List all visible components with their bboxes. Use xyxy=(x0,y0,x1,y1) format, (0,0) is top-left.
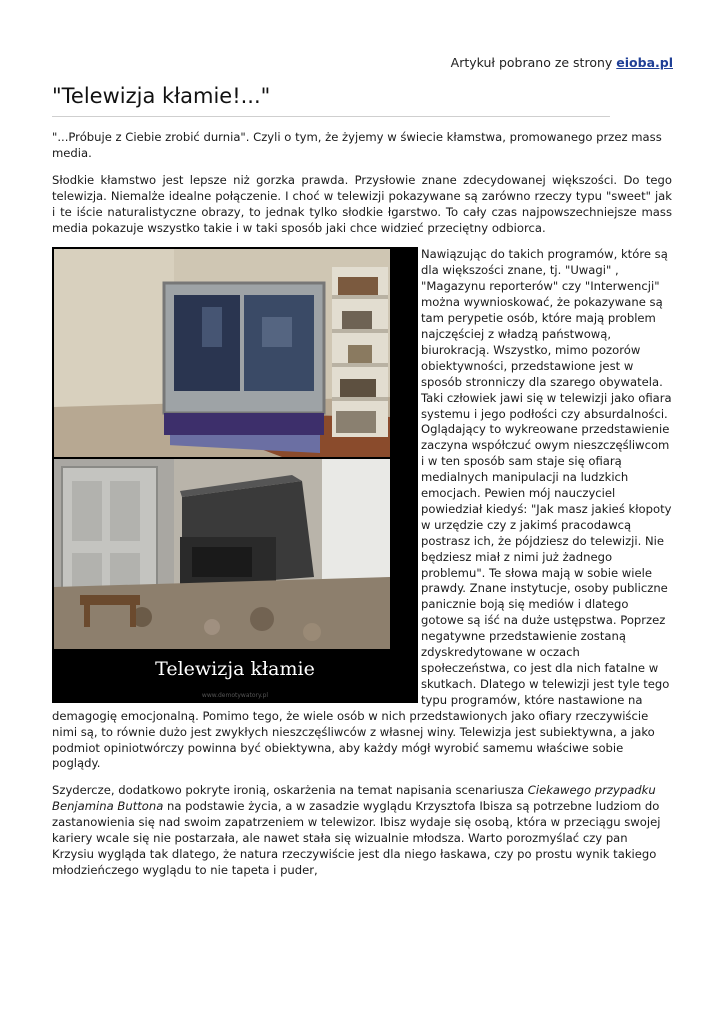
source-line xyxy=(451,55,673,70)
paragraph-2: Nawiązując do takich programów, które są dla większości znane, tj. "Uwagi" , "Magazynu reporterów" czy "Interwencji" można wywnioskować, że pokazywane są tam perypetie osób, które mają problem najczęściej z władzą państwową, biurokracją. Wszystko, mimo pozorów obiektywności, przedstawione jest w sposób stronniczy dla szarego obywatela. Taki człowiek jawi się w telewizji jako ofiara systemu i jego podłości czy absurdalności. Oglądający to wykreowane przedstawienie zaczyna współczuć owym nieszczęśliwcom i w ten sposób sam staje się ofiarą medialnych manipulacji na ludzkich emocjach. Pewien mój nauczyciel powiedział kiedyś: "Jak masz jakieś kłopoty w urzędzie czy z jakimś pracodawcą postrasz ich, że pójdziesz do telewizji. Nie będziesz miał z nimi już żadnego problemu". Te słowa mają w sobie wiele prawdy. Znane instytucje, osoby publiczne panicznie boją się mediów i dlatego gotowe są iść na duże ustępstwa. Poprzez negatywne przedstawienie zostaną zdyskredytowane w oczach społeczeństwa, co jest dla nich fatalne w skutkach. Dlatego w telewizji jest tyle tego typu programów, które nastawione na demagogię emocjonalną. Pomimo tego, że wiele osób w nich przedstawionych jako ofiary rzeczywiście nimi są, to równie dużo jest zwykłych nieszczęśliwców z własnej winy. Telewizja jest subiektywna, a jako podmiot opiniotwórczy powinna być obiektywna, aby każdy mógł wyrobić samemu właściwe sobie poglądy. xyxy=(52,247,672,771)
movie-title: Ciekawego przypadku Benjamina Buttona xyxy=(52,783,656,814)
paragraph-3 xyxy=(52,783,672,878)
lead-paragraph: "...Próbuje z Ciebie zrobić durnia". Czyli o tym, że żyjemy w świecie kłamstwa, promowanego przez mass media. xyxy=(52,130,662,160)
source-prefix: Artykuł pobrano ze strony xyxy=(450,55,613,70)
title-divider xyxy=(52,116,610,117)
paragraph-3-end: na podstawie życia, a w zasadzie wyglądu Krzysztofa Ibisza są potrzebne ludziom do zastanowienia się nad swoim zapatrzeniem w telewizor. Ibisz wydaje się osobą, która w przeciągu swojej kariery wcale się nie postarzała, ale nawet stała się wizualnie młodsza. Warto porozmyślać czy pan Krzysiu wygląda tak dlatego, że natura rzeczywiście jest dla niego łaskawa, czy po prostu wynik takiego młodzieńczego wyglądu to nie tapeta i puder, xyxy=(52,799,661,877)
image-caption: Telewizja kłamie xyxy=(155,658,315,681)
paragraph-1: Słodkie kłamstwo jest lepsze niż gorzka prawda. Przysłowie znane zdecydowanej większości. Do tego telewizja. Niemalże idealne połączenie. I choć w telewizji pokazywane są zarówno rzeczy typu "sweet" jak i te iście naturalistyczne obrazy, to jednak tylko słodkie łgarstwo. To cały czas najpowszechniejsze mass media pokazuje wszystko takie i w taki sposób jaki chce widzieć przeciętny odbiorca. xyxy=(52,172,672,235)
source-link[interactable]: eioba.pl xyxy=(616,55,673,70)
article-title: "Telewizja kłamie!..." xyxy=(52,84,271,108)
image-watermark: www.demotywatory.pl xyxy=(201,692,269,700)
paragraph-3-start: Szydercze, dodatkowo pokryte ironią, oskarżenia na temat napisania scenariusza xyxy=(52,783,528,798)
article-body xyxy=(52,130,672,890)
demotivator-image xyxy=(52,247,418,703)
